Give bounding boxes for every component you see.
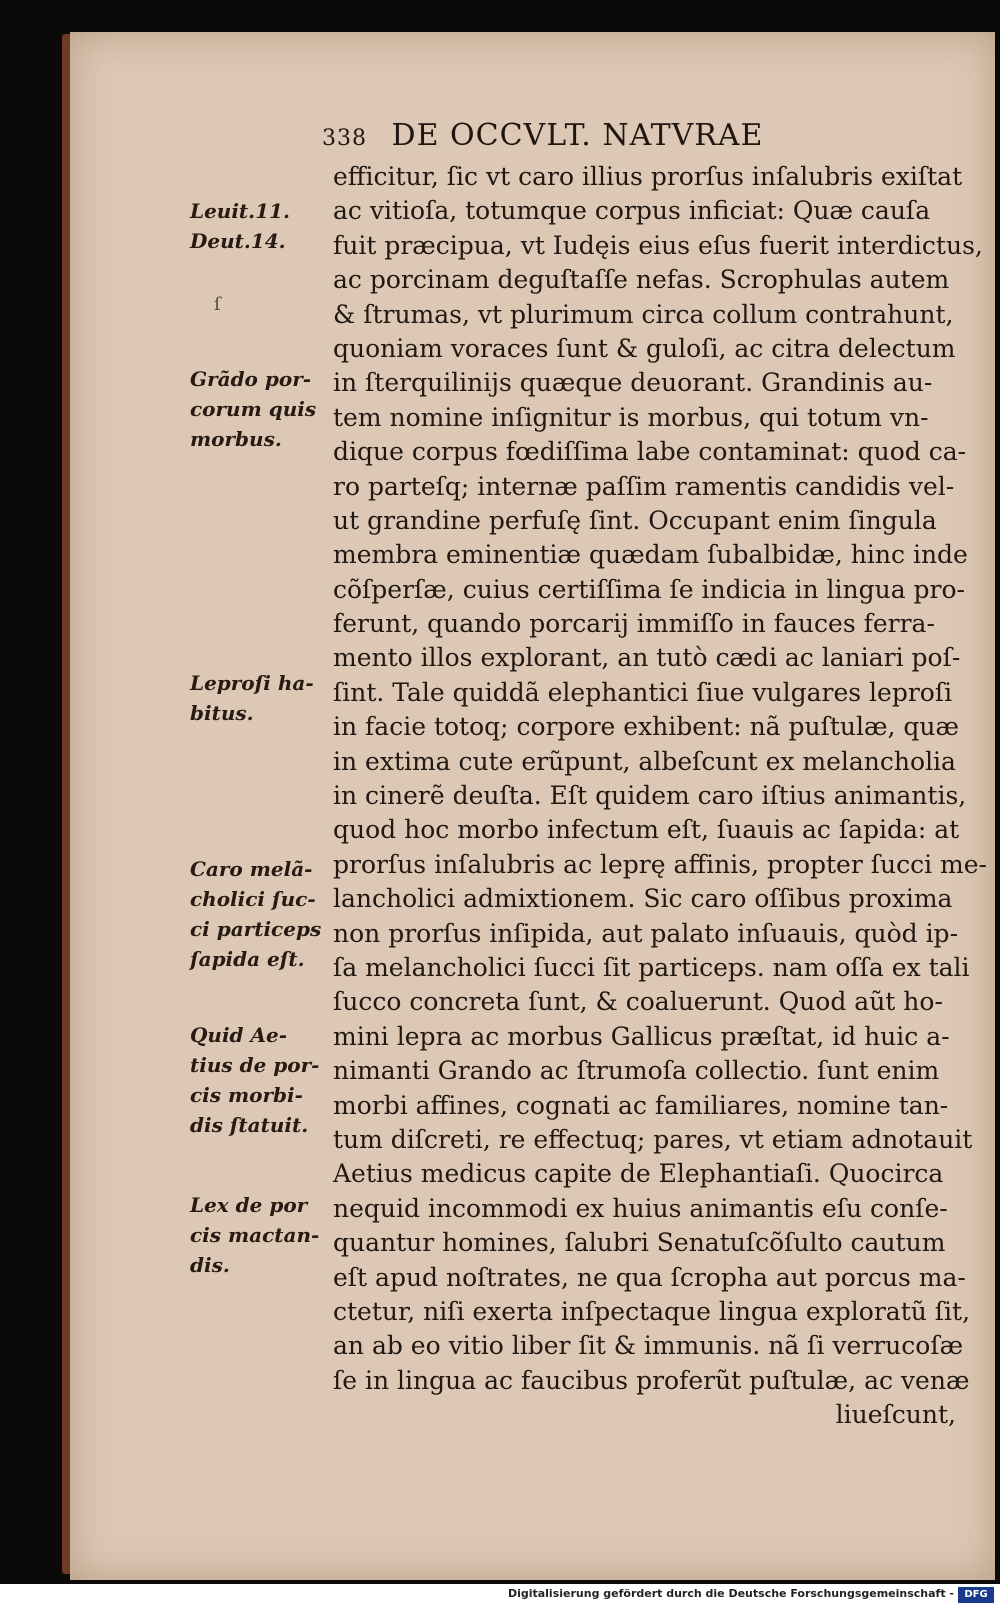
text-line: ſucco concreta ſunt, & coaluerunt. Quod aũt ho-	[333, 987, 943, 1017]
text-line: nequid incommodi ex huius animantis eſu conſe-	[333, 1193, 948, 1223]
text-line: ctetur, niſi exerta inſpectaque lingua exploratũ ſit,	[333, 1296, 971, 1326]
text-line: ac porcinam deguſtaſſe nefas. Scrophulas autem	[333, 265, 950, 295]
text-line: quod hoc morbo infectum eſt, ſuauis ac ſapida: at	[333, 815, 960, 845]
text-line: nimanti Grando ac ſtrumoſa collectio. ſunt enim	[333, 1056, 940, 1086]
margin-note-line: Grãdo por-	[190, 367, 312, 391]
running-head-title: DE OCCVLT. NATVRAE	[391, 118, 764, 153]
digitization-footer	[0, 1584, 1000, 1607]
margin-note-line: dis ſtatuit.	[190, 1113, 309, 1137]
text-line: mini lepra ac morbus Gallicus præſtat, id huic a-	[333, 1021, 950, 1051]
text-line: ac vitioſa, totumque corpus inficiat: Quæ cauſa	[333, 196, 931, 226]
text-line: & ſtrumas, vt plurimum circa collum contrahunt,	[333, 299, 954, 329]
text-line: ferunt, quando porcarij immiſſo in fauces ferra-	[333, 609, 935, 639]
text-line: in extima cute erũpunt, albeſcunt ex melancholia	[333, 746, 956, 776]
margin-note-line: bitus.	[190, 701, 254, 725]
dfg-logo: DFG	[958, 1587, 994, 1603]
text-line: Aetius medicus capite de Elephantiaſi. Quocirca	[333, 1159, 944, 1189]
catchword: liueſcunt,	[835, 1400, 956, 1430]
text-line: in cinerẽ deuſta. Eſt quidem caro iſtius animantis,	[333, 781, 967, 811]
text-line: prorſus inſalubris ac leprę affinis, propter ſucci me-	[333, 849, 987, 879]
running-head	[322, 118, 882, 162]
text-line: cõſperſæ, cuius certiſſima ſe indicia in lingua pro-	[333, 574, 966, 604]
margin-note-line: Leproſi ha-	[190, 671, 314, 695]
margin-note	[190, 1190, 330, 1280]
margin-note-line: morbus.	[190, 427, 282, 451]
margin-note	[190, 364, 330, 454]
margin-note	[190, 196, 330, 256]
margin-note-line: ſapida eſt.	[190, 947, 305, 971]
margin-note-line: ci particeps	[190, 917, 322, 941]
text-line: an ab eo vitio liber ſit & immunis. nã ſi verrucoſæ	[333, 1331, 964, 1361]
margin-note-line: Quid Ae-	[190, 1023, 288, 1047]
margin-note-line: Lex de por	[190, 1193, 308, 1217]
text-line: ſe in lingua ac faucibus proferũt puſtulæ, ac venæ	[333, 1365, 970, 1395]
text-line: lancholici admixtionem. Sic caro oſſibus proxima	[333, 884, 953, 914]
footer-credit: Digitalisierung gefördert durch die Deutsche Forschungsgemeinschaft -	[507, 1587, 954, 1600]
margin-note	[190, 1020, 330, 1140]
text-line: in ſterquilinijs quæque deuorant. Grandinis au-	[333, 368, 933, 398]
margin-note-line: cis mactan-	[190, 1223, 320, 1247]
text-line: ut grandine perfuſę ſint. Occupant enim ſingula	[333, 505, 937, 535]
text-line: ſa melancholici ſucci ſit particeps. nam oſſa ex tali	[333, 952, 970, 982]
margin-note-line: tius de por-	[190, 1053, 320, 1077]
marginal-tick-mark: ſ	[214, 294, 221, 315]
text-line: quantur homines, ſalubri Senatuſcõſulto cautum	[333, 1228, 946, 1258]
text-line: non prorſus inſipida, aut palato inſuauis, quòd ip-	[333, 918, 959, 948]
text-line: ſint. Tale quiddã elephantici ſiue vulgares leproſi	[333, 677, 953, 707]
margin-note-line: cholici ſuc-	[190, 887, 316, 911]
text-line: dique corpus fœdiſſima labe contaminat: quod ca-	[333, 437, 967, 467]
text-line: in facie totoq; corpore exhibent: nã puſtulæ, quæ	[333, 712, 960, 742]
margin-note-line: cis morbi-	[190, 1083, 303, 1107]
margin-note-line: Caro melã-	[190, 857, 313, 881]
text-line: mento illos explorant, an tutò cædi ac laniari poſ-	[333, 643, 961, 673]
margin-note	[190, 668, 330, 728]
text-line: morbi affines, cognati ac familiares, nomine tan-	[333, 1090, 949, 1120]
text-line: membra eminentiæ quædam ſubalbidæ, hinc inde	[333, 540, 968, 570]
text-line: eſt apud noſtrates, ne qua ſcropha aut porcus ma-	[333, 1262, 966, 1292]
margin-note-line: Leuit.11.	[190, 199, 290, 223]
main-text-block	[333, 160, 987, 1432]
page-number: 338	[322, 126, 367, 151]
text-line: ro parteſq; internæ paſſim ramentis candidis vel-	[333, 471, 955, 501]
margin-note-line: dis.	[190, 1253, 230, 1277]
text-line: fuit præcipua, vt Iudęis eius eſus fuerit interdictus,	[333, 230, 983, 260]
margin-note-line: Deut.14.	[190, 229, 286, 253]
margin-note-line: corum quis	[190, 397, 317, 421]
text-line: quoniam voraces ſunt & guloſi, ac citra delectum	[333, 333, 956, 363]
margin-note	[190, 854, 330, 974]
text-line: tem nomine inſignitur is morbus, qui totum vn-	[333, 402, 929, 432]
text-line: efficitur, ſic vt caro illius prorſus inſalubris exiſtat	[333, 162, 963, 191]
text-line: tum diſcreti, re effectuq; pares, vt etiam adnotauit	[333, 1124, 973, 1154]
